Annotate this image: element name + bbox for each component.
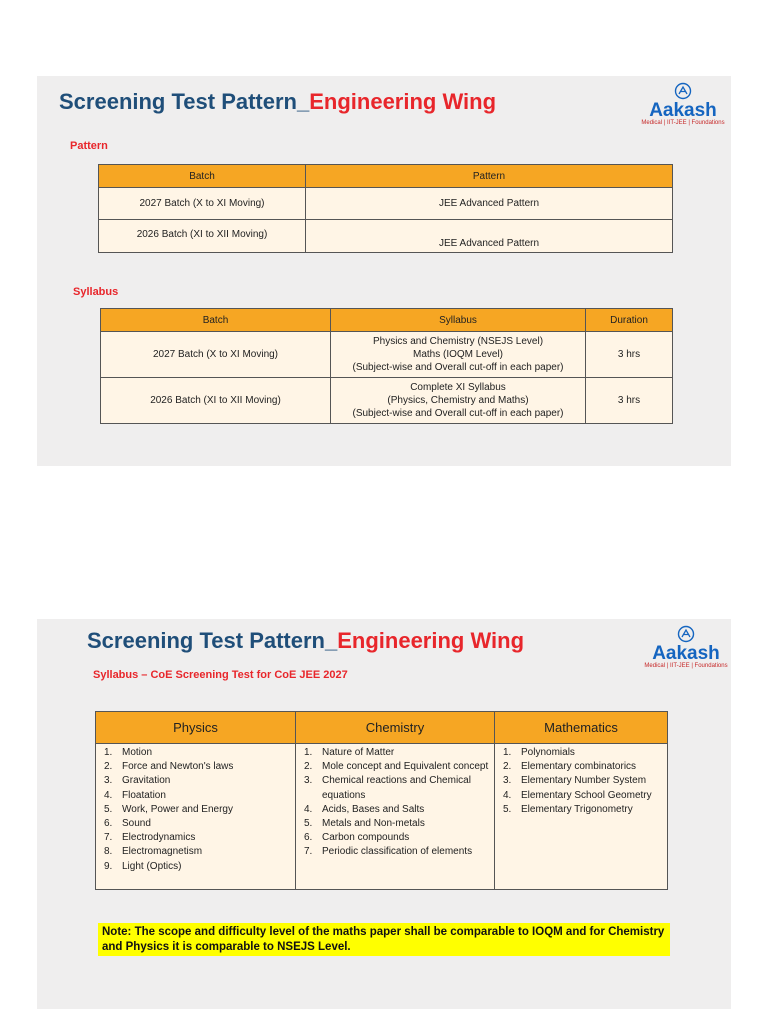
mathematics-topic-item (497, 760, 665, 774)
topic-number: 1. (104, 747, 113, 758)
topic-number: 4. (304, 803, 313, 815)
mathematics-cell (495, 744, 668, 890)
topic-text: Chemical reactions and Chemical equations (322, 775, 471, 801)
topic-number: 5. (304, 818, 313, 830)
physics-topic-item (98, 845, 293, 859)
header-duration: Duration (586, 309, 673, 332)
header-chemistry: Chemistry (296, 712, 495, 744)
logo-tagline: Medical | IIT-JEE | Foundations (644, 663, 728, 669)
physics-topic-list (98, 746, 293, 874)
syllabus-table (100, 308, 673, 424)
slide-2-title (87, 628, 524, 654)
chemistry-cell (296, 744, 495, 890)
topic-text: Gravitation (122, 775, 171, 787)
topic-number: 9. (104, 860, 113, 872)
physics-topic-item (98, 774, 293, 788)
topic-number: 5. (104, 803, 113, 815)
topic-text: Sound (122, 818, 151, 830)
topic-text: Nature of Matter (322, 747, 395, 758)
chemistry-topic-item (298, 760, 492, 774)
syllabus-line: (Subject-wise and Overall cut-off in each paper) (352, 408, 564, 419)
topic-number: 8. (104, 846, 113, 858)
chemistry-topic-item (298, 817, 492, 831)
syllabus-line: (Subject-wise and Overall cut-off in each paper) (352, 362, 564, 373)
mathematics-topic-item (497, 803, 665, 817)
topic-number: 4. (503, 789, 512, 801)
topic-number: 2. (104, 761, 113, 773)
subjects-table-body (96, 744, 668, 890)
batch-cell: 2027 Batch (X to XI Moving) (99, 188, 306, 220)
duration-cell: 3 hrs (586, 378, 673, 424)
topic-number: 6. (304, 832, 313, 844)
topic-number: 7. (304, 846, 313, 858)
title-prefix: Screening Test Pattern_ (59, 89, 310, 114)
physics-topic-item (98, 760, 293, 774)
physics-cell (96, 744, 296, 890)
subjects-table-header (96, 712, 668, 744)
topic-text: Elementary School Geometry (521, 789, 652, 801)
physics-topic-item (98, 789, 293, 803)
header-physics: Physics (96, 712, 296, 744)
syllabus-label: Syllabus (73, 286, 119, 298)
mathematics-topic-item (497, 746, 665, 760)
header-pattern: Pattern (306, 165, 673, 188)
physics-topic-item (98, 831, 293, 845)
slide-1-title (59, 89, 496, 115)
topic-text: Force and Newton's laws (122, 761, 234, 773)
syllabus-line: Complete XI Syllabus (410, 382, 506, 393)
topic-number: 5. (503, 803, 512, 815)
syllabus-table-header (101, 309, 673, 332)
table-row (101, 332, 673, 378)
topic-text: Polynomials (521, 747, 575, 758)
mathematics-topic-item (497, 774, 665, 788)
topic-number: 3. (304, 775, 313, 787)
pattern-table (98, 164, 673, 253)
batch-cell: 2027 Batch (X to XI Moving) (101, 332, 331, 378)
header-batch: Batch (99, 165, 306, 188)
chemistry-topic-item (298, 803, 492, 817)
pattern-cell: JEE Advanced Pattern (306, 188, 673, 220)
batch-cell: 2026 Batch (XI to XII Moving) (99, 220, 306, 253)
logo-tagline: Medical | IIT-JEE | Foundations (641, 120, 725, 126)
physics-topic-item (98, 746, 293, 760)
header-batch: Batch (101, 309, 331, 332)
physics-topic-item (98, 860, 293, 874)
aakash-emblem-icon (677, 625, 695, 643)
table-row (99, 188, 673, 220)
topic-number: 3. (503, 775, 512, 787)
aakash-emblem-icon (674, 82, 692, 100)
title-prefix: Screening Test Pattern_ (87, 628, 338, 653)
topic-text: Periodic classification of elements (322, 846, 473, 858)
topic-text: Light (Optics) (122, 860, 182, 872)
chemistry-topic-item (298, 831, 492, 845)
topic-number: 6. (104, 818, 113, 830)
topic-text: Elementary combinatorics (521, 761, 637, 773)
topic-number: 4. (104, 789, 113, 801)
topic-number: 2. (304, 761, 313, 773)
title-suffix: Engineering Wing (309, 89, 497, 114)
topic-text: Work, Power and Energy (122, 803, 233, 815)
batch-cell: 2026 Batch (XI to XII Moving) (101, 378, 331, 424)
topic-number: 3. (104, 775, 113, 787)
syllabus-cell (331, 378, 586, 424)
title-suffix: Engineering Wing (337, 628, 525, 653)
chemistry-topic-item (298, 746, 492, 760)
topic-number: 7. (104, 832, 113, 844)
mathematics-topic-list (497, 746, 665, 817)
table-row (101, 378, 673, 424)
topic-text: Mole concept and Equivalent concept (322, 761, 489, 773)
syllabus-line: (Physics, Chemistry and Maths) (387, 395, 529, 406)
physics-topic-item (98, 817, 293, 831)
chemistry-topic-item (298, 845, 492, 859)
topic-number: 2. (503, 761, 512, 773)
subjects-table (95, 711, 668, 890)
syllabus-cell (331, 332, 586, 378)
slide-2-subtitle: Syllabus – CoE Screening Test for CoE JEE 2027 (93, 669, 348, 681)
note-box: Note: The scope and difficulty level of the maths paper shall be comparable to IOQM and for Chemistry and Physics it is comparable to NSEJS Level. (98, 923, 670, 956)
chemistry-topic-list (298, 746, 492, 860)
syllabus-line: Physics and Chemistry (NSEJS Level) (372, 336, 544, 347)
topic-text: Acids, Bases and Salts (322, 803, 425, 815)
topic-text: Motion (122, 747, 153, 758)
pattern-cell: JEE Advanced Pattern (306, 220, 673, 253)
duration-cell: 3 hrs (586, 332, 673, 378)
topic-number: 1. (304, 747, 313, 758)
table-row (99, 220, 673, 253)
topic-text: Elementary Trigonometry (521, 803, 633, 815)
topic-text: Floatation (122, 789, 166, 801)
mathematics-topic-item (497, 789, 665, 803)
topic-text: Electromagnetism (122, 846, 203, 858)
header-syllabus: Syllabus (331, 309, 586, 332)
topic-text: Metals and Non-metals (322, 818, 425, 830)
syllabus-line: Maths (IOQM Level) (412, 349, 504, 360)
logo-brand: Aakash (649, 100, 717, 121)
aakash-logo (641, 625, 731, 675)
pattern-label: Pattern (70, 140, 108, 152)
header-mathematics: Mathematics (495, 712, 668, 744)
pattern-table-header (99, 165, 673, 188)
topic-text: Carbon compounds (322, 832, 410, 844)
physics-topic-item (98, 803, 293, 817)
topic-text: Electrodynamics (122, 832, 196, 844)
topic-text: Elementary Number System (521, 775, 647, 787)
logo-brand: Aakash (652, 643, 720, 664)
topic-number: 1. (503, 747, 512, 758)
chemistry-topic-item (298, 774, 492, 802)
aakash-logo (638, 82, 728, 132)
